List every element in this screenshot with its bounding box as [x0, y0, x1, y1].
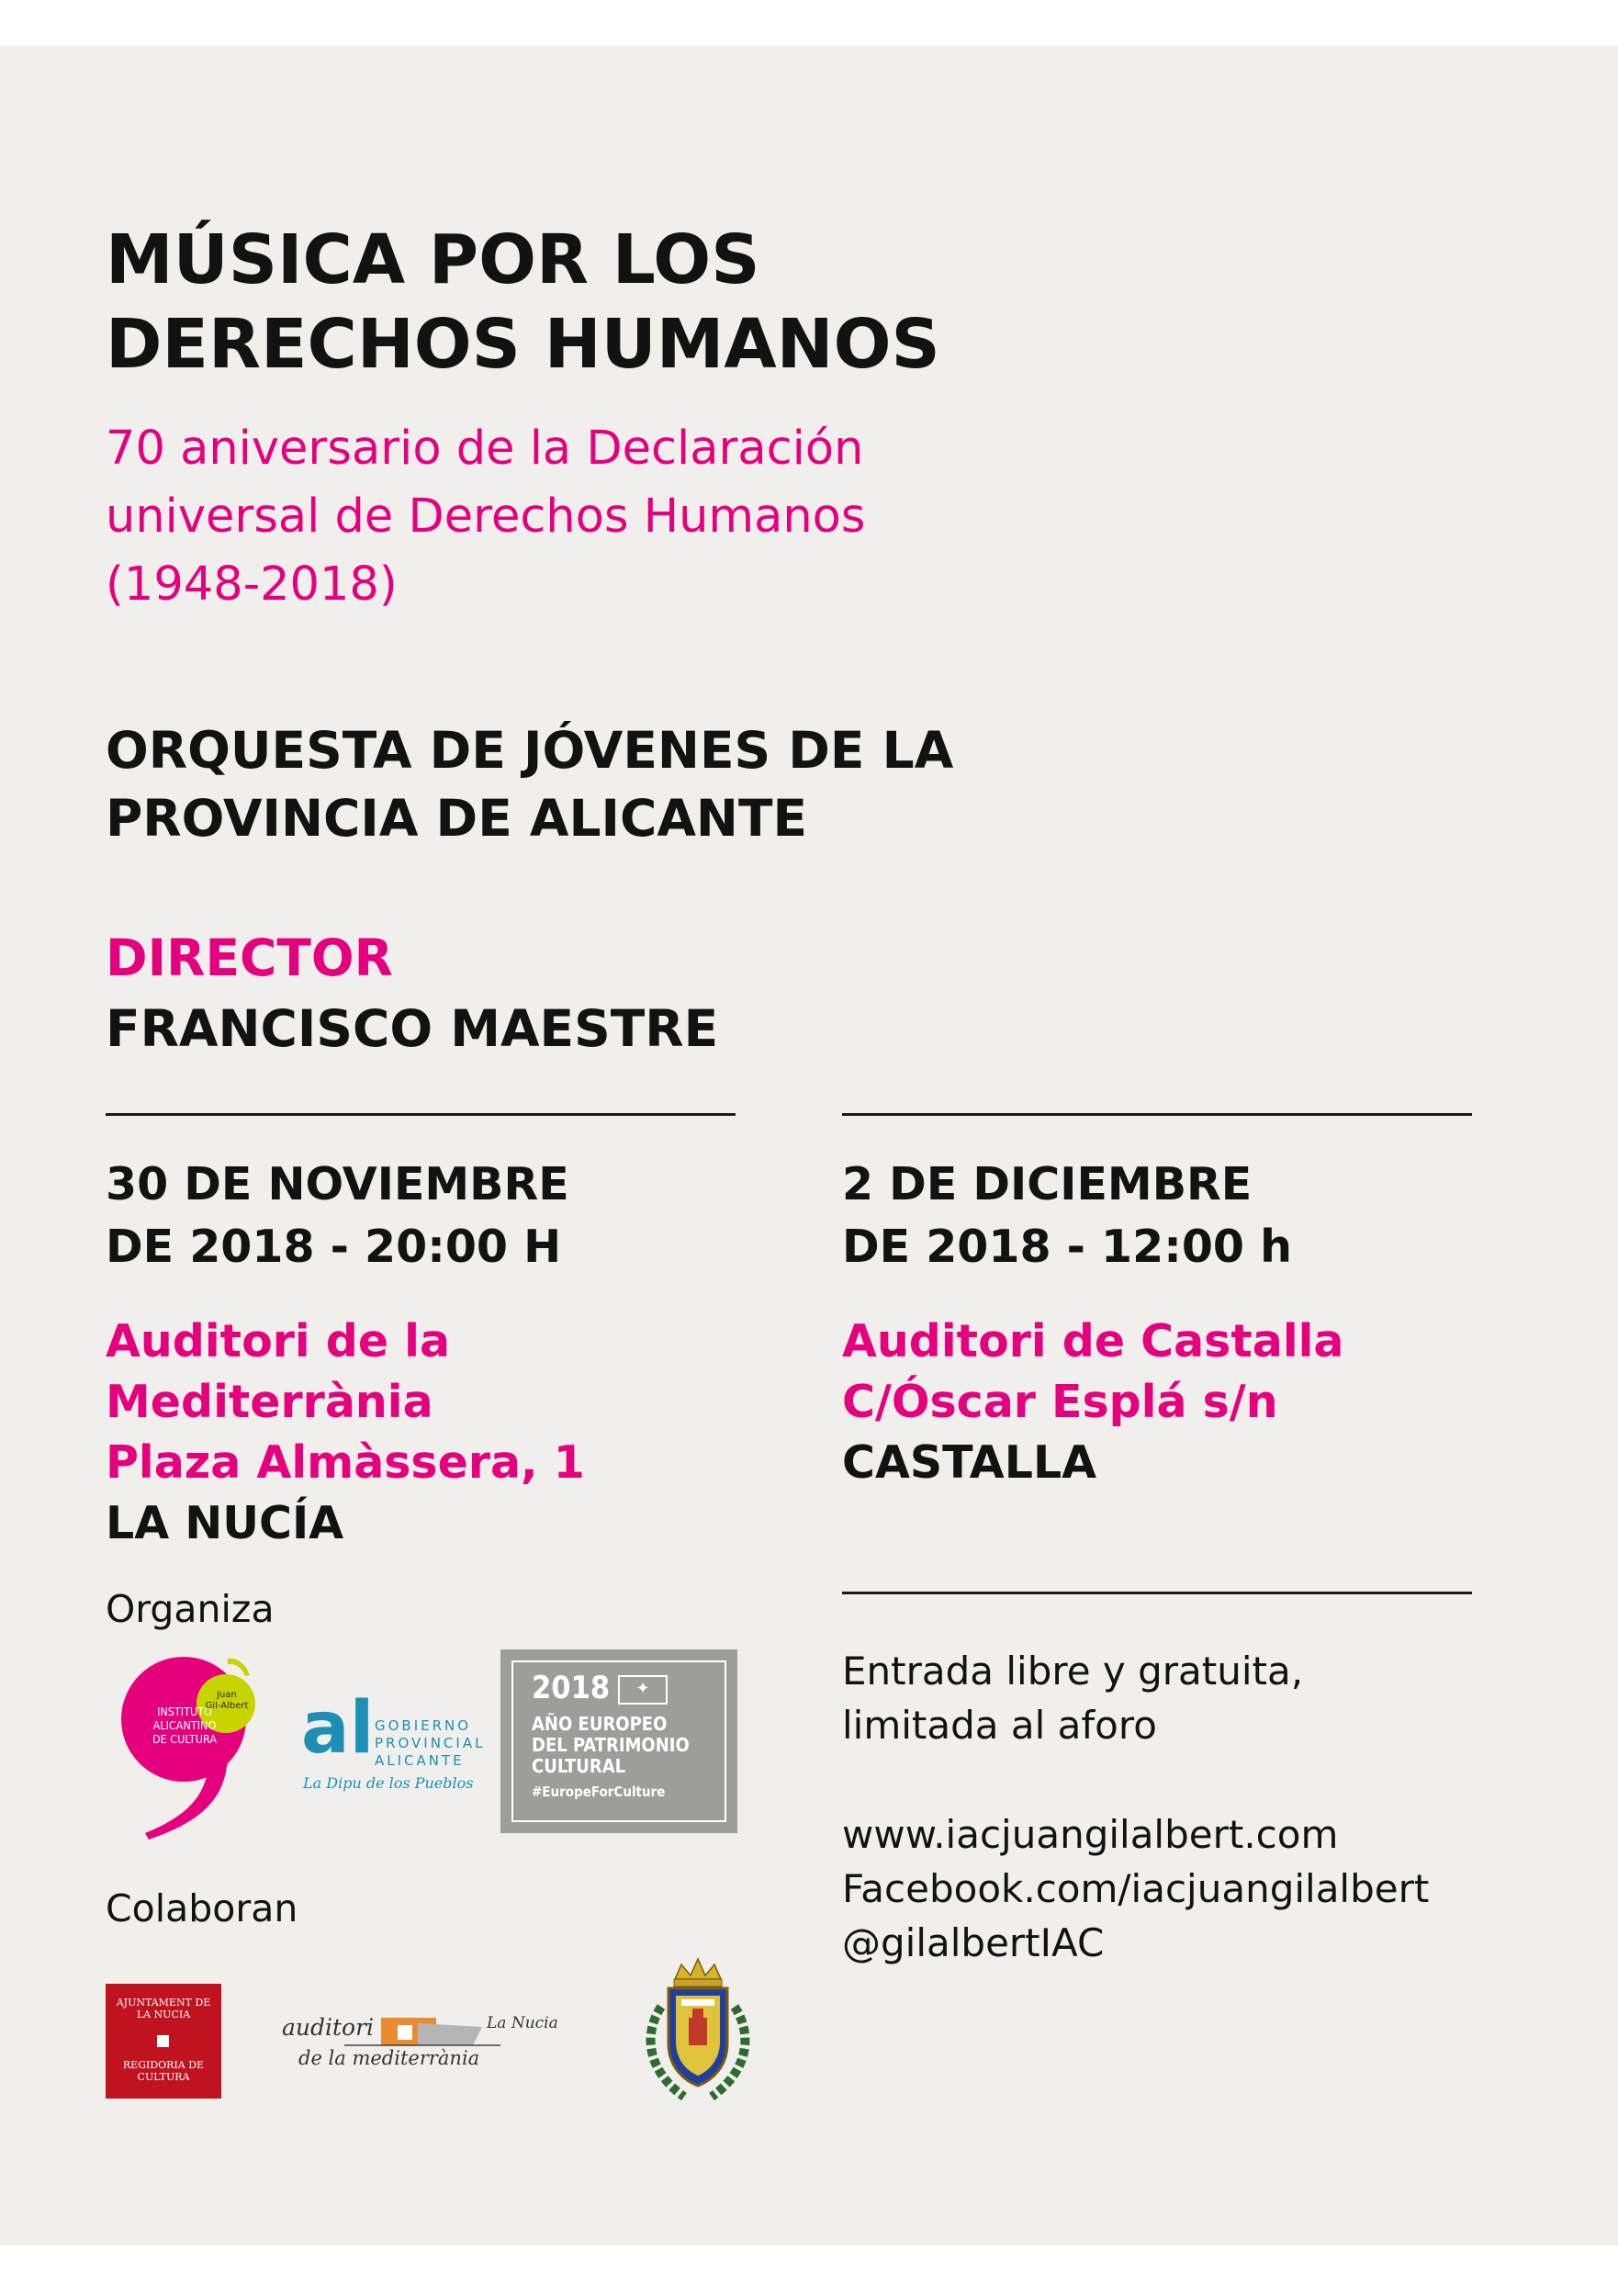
orchestra-line-2: PROVINCIA DE ALICANTE	[106, 789, 808, 848]
entry-line-1: Entrada libre y gratuita,	[842, 1649, 1304, 1694]
concert-1-date-line-1: 30 DE NOVIEMBRE	[106, 1158, 569, 1210]
concert-1-venue: Auditori de la Mediterrània	[106, 1315, 451, 1428]
gobierno-logo-text: GOBIERNO PROVINCIAL ALICANTE	[375, 1717, 486, 1769]
contact-web[interactable]: www.iacjuangilalbert.com	[842, 1812, 1339, 1857]
divider-left	[106, 1113, 736, 1116]
auditori-word-2: La Nucia	[487, 2014, 558, 2032]
director-name: FRANCISCO MAESTRE	[106, 999, 719, 1058]
concert-1-venue-block	[106, 1311, 767, 1554]
title-line-1: MÚSICA POR LOS	[106, 220, 760, 299]
ajuntament-logo-bottom: REGIDORIA DE CULTURA	[122, 2059, 205, 2083]
ajuntament-logo-top: AJUNTAMENT DE LA NUCIA	[116, 1997, 211, 2020]
concert-1	[106, 1142, 748, 1290]
orchestra-line-1: ORQUESTA DE JÓVENES DE LA	[106, 721, 954, 780]
subtitle-line-3: (1948-2018)	[106, 557, 398, 612]
auditori-logo	[280, 2007, 583, 2080]
gobierno-logo	[301, 1687, 486, 1798]
auditori-word-3: de la mediterrània	[298, 2047, 480, 2069]
europa-logo-tag: #EuropeForCulture	[532, 1784, 666, 1800]
director-label: DIRECTOR	[106, 929, 394, 987]
concert-2-date-line-1: 2 DE DICIEMBRE	[842, 1158, 1253, 1210]
subtitle-line-2: universal de Derechos Humanos	[106, 490, 866, 544]
iac-logo	[119, 1653, 266, 1841]
divider-info	[842, 1592, 1472, 1594]
entry-info	[842, 1644, 1577, 1752]
eu-flag-icon: ✦	[618, 1675, 668, 1705]
contact-info	[842, 1807, 1595, 1970]
ajuntament-logo	[106, 1984, 221, 2099]
title-line-2: DERECHOS HUMANOS	[106, 305, 940, 384]
concert-1-date-line-2: DE 2018 - 20:00 H	[106, 1221, 562, 1273]
gobierno-al-mark: al	[301, 1687, 375, 1770]
page-title	[106, 218, 1116, 387]
iac-logo-badge: Juan Gil-Albert	[205, 1690, 249, 1711]
concert-2-date-line-2: DE 2018 - 12:00 h	[842, 1221, 1292, 1273]
castalla-coat-of-arms-graphic	[634, 1952, 762, 2103]
concert-1-city: LA NUCÍA	[106, 1497, 344, 1549]
auditori-word-1: auditori	[282, 2014, 375, 2041]
concert-1-address: Plaza Almàssera, 1	[106, 1436, 585, 1489]
organiza-label: Organiza	[106, 1587, 275, 1631]
europa-logo-year: 2018	[532, 1670, 611, 1706]
divider-right	[842, 1113, 1472, 1116]
concert-2	[842, 1142, 1485, 1290]
iac-logo-text: INSTITUTO ALICANTINO DE CULTURA	[152, 1705, 218, 1746]
colaboran-label: Colaboran	[106, 1886, 298, 1930]
iac-logo-graphic	[119, 1653, 266, 1841]
ajuntament-square-icon	[157, 2035, 169, 2047]
concert-2-city: CASTALLA	[842, 1436, 1097, 1489]
concert-2-address: C/Óscar Esplá s/n	[842, 1376, 1278, 1428]
orchestra-name	[106, 716, 1208, 852]
contact-facebook[interactable]: Facebook.com/iacjuangilalbert	[842, 1866, 1430, 1911]
concert-2-venue: Auditori de Castalla	[842, 1315, 1344, 1367]
castalla-coat-of-arms-icon	[634, 1952, 762, 2103]
subtitle	[106, 415, 1116, 619]
contact-twitter[interactable]: @gilalbertIAC	[842, 1920, 1105, 1965]
gobierno-logo-script: La Dipu de los Pueblos	[303, 1774, 474, 1792]
europa-logo	[500, 1649, 737, 1833]
concert-2-venue-block	[842, 1311, 1503, 1493]
subtitle-line-1: 70 aniversario de la Declaración	[106, 422, 864, 476]
europa-logo-text: AÑO EUROPEO DEL PATRIMONIO CULTURAL	[532, 1713, 690, 1777]
entry-line-2: limitada al aforo	[842, 1703, 1157, 1748]
